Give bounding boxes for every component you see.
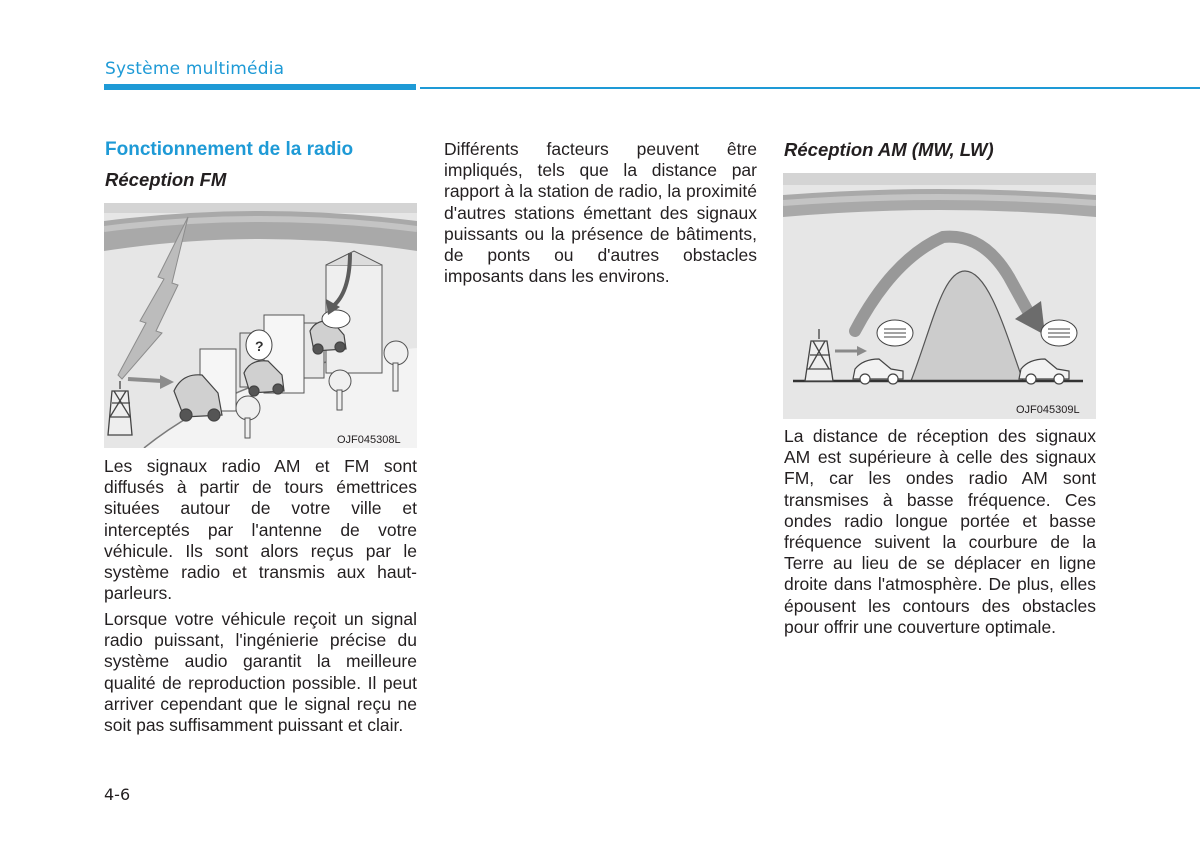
paragraph-am-distance: La distance de réception des signaux AM est supérieure à celle des signaux FM, car les ondes radio AM sont transmises à basse fréquence. Ces ondes radio longue portée et basse fréquence suivent la courbure de la Terre au lieu de se déplacer en ligne droite dans l'atmosphère. De plus, elles épousent les contours des obstacles pour offrir une couverture optimale. xyxy=(784,426,1096,637)
bubble-question: ? xyxy=(255,338,264,354)
page-number: 4-6 xyxy=(104,785,131,804)
fm-subheading: Réception FM xyxy=(105,169,227,190)
figure-code-am: OJF045309L xyxy=(1016,404,1080,416)
section-heading: Fonctionnement de la radio xyxy=(105,139,354,160)
figure-code-fm: OJF045308L xyxy=(337,434,401,446)
am-reception-illustration-icon xyxy=(783,173,1096,419)
header-rule-thin xyxy=(420,87,1200,89)
paragraph-factors: Différents facteurs peuvent être impliqués, tels que la distance par rapport à la station de radio, la proximité d'autres stations émettant des signaux puissants ou la présence de bâtiments, de ponts ou d'autres obstacles imposants dans les environs. xyxy=(444,139,757,287)
am-subheading: Réception AM (MW, LW) xyxy=(784,139,994,160)
fm-reception-figure xyxy=(104,203,417,448)
paragraph-am-fm-signals: Les signaux radio AM et FM sont diffusés à partir de tours émettrices situées autour de votre ville et interceptés par l'antenne de votre véhicule. Ils sont alors reçus par le système radio et transmis aux haut-parleurs. xyxy=(104,456,417,604)
section-title: Système multimédia xyxy=(105,59,285,79)
fm-reception-illustration-icon xyxy=(104,203,417,448)
am-reception-figure xyxy=(783,173,1096,419)
paragraph-strong-signal: Lorsque votre véhicule reçoit un signal radio puissant, l'ingénierie précise du système audio garantit la meilleure qualité de reproduction possible. Il peut arriver cependant que le signal reçu ne soit pas suffisamment puissant et clair. xyxy=(104,609,417,736)
header-rule-thick xyxy=(104,84,416,90)
